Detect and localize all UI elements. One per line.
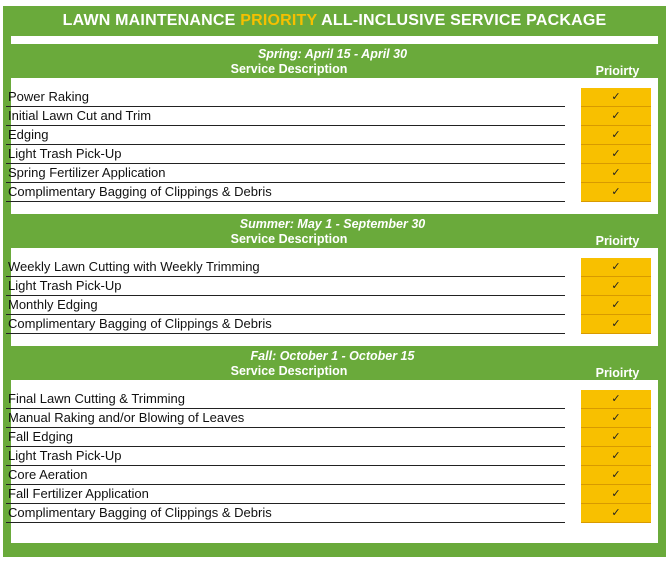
service-description-header: Service Description xyxy=(230,364,348,378)
service-label: Monthly Edging xyxy=(6,296,565,315)
service-row xyxy=(6,390,659,409)
service-label: Light Trash Pick-Up xyxy=(6,447,565,466)
title-part-1: LAWN MAINTENANCE xyxy=(62,12,241,29)
season-section xyxy=(6,44,659,202)
service-label: Light Trash Pick-Up xyxy=(6,145,565,164)
section-header xyxy=(6,44,659,78)
check-icon: ✓ xyxy=(581,164,651,183)
service-label: Initial Lawn Cut and Trim xyxy=(6,107,565,126)
check-icon: ✓ xyxy=(581,107,651,126)
season-section xyxy=(6,214,659,334)
service-row xyxy=(6,428,659,447)
service-label: Fall Fertilizer Application xyxy=(6,485,565,504)
service-row xyxy=(6,447,659,466)
service-row xyxy=(6,164,659,183)
service-description-header: Service Description xyxy=(230,232,348,246)
service-label: Complimentary Bagging of Clippings & Debris xyxy=(6,504,565,523)
service-label: Weekly Lawn Cutting with Weekly Trimming xyxy=(6,258,565,277)
title-accent: PRIORITY xyxy=(240,12,318,29)
service-list xyxy=(6,258,659,334)
priority-header: Prioirty xyxy=(595,64,640,78)
service-row xyxy=(6,485,659,504)
check-icon: ✓ xyxy=(581,88,651,107)
service-row xyxy=(6,258,659,277)
check-icon: ✓ xyxy=(581,447,651,466)
check-icon: ✓ xyxy=(581,183,651,202)
service-label: Final Lawn Cutting & Trimming xyxy=(6,390,565,409)
check-icon: ✓ xyxy=(581,277,651,296)
priority-header: Prioirty xyxy=(595,366,640,380)
check-icon: ✓ xyxy=(581,504,651,523)
priority-header: Prioirty xyxy=(595,234,640,248)
service-label: Core Aeration xyxy=(6,466,565,485)
season-dates: Spring: April 15 - April 30 xyxy=(257,47,408,61)
check-icon: ✓ xyxy=(581,296,651,315)
check-icon: ✓ xyxy=(581,409,651,428)
check-icon: ✓ xyxy=(581,428,651,447)
check-icon: ✓ xyxy=(581,485,651,504)
service-label: Edging xyxy=(6,126,565,145)
season-dates: Fall: October 1 - October 15 xyxy=(250,349,415,363)
service-row xyxy=(6,183,659,202)
service-row xyxy=(6,466,659,485)
service-list xyxy=(6,88,659,202)
check-icon: ✓ xyxy=(581,145,651,164)
service-label: Fall Edging xyxy=(6,428,565,447)
service-label: Power Raking xyxy=(6,88,565,107)
check-icon: ✓ xyxy=(581,126,651,145)
check-icon: ✓ xyxy=(581,466,651,485)
check-icon: ✓ xyxy=(581,390,651,409)
service-label: Complimentary Bagging of Clippings & Debris xyxy=(6,315,565,334)
service-row xyxy=(6,296,659,315)
title-part-2: ALL-INCLUSIVE SERVICE PACKAGE xyxy=(317,12,607,29)
service-row xyxy=(6,315,659,334)
service-label: Light Trash Pick-Up xyxy=(6,277,565,296)
check-icon: ✓ xyxy=(581,315,651,334)
service-row xyxy=(6,504,659,523)
section-header xyxy=(6,214,659,248)
service-list xyxy=(6,390,659,523)
service-row xyxy=(6,88,659,107)
season-dates: Summer: May 1 - September 30 xyxy=(239,217,426,231)
section-header xyxy=(6,346,659,380)
season-section xyxy=(6,346,659,523)
service-row xyxy=(6,277,659,296)
service-row xyxy=(6,409,659,428)
service-row xyxy=(6,145,659,164)
service-label: Complimentary Bagging of Clippings & Debris xyxy=(6,183,565,202)
check-icon: ✓ xyxy=(581,258,651,277)
service-label: Manual Raking and/or Blowing of Leaves xyxy=(6,409,565,428)
service-description-header: Service Description xyxy=(230,62,348,76)
service-row xyxy=(6,126,659,145)
service-row xyxy=(6,107,659,126)
service-label: Spring Fertilizer Application xyxy=(6,164,565,183)
